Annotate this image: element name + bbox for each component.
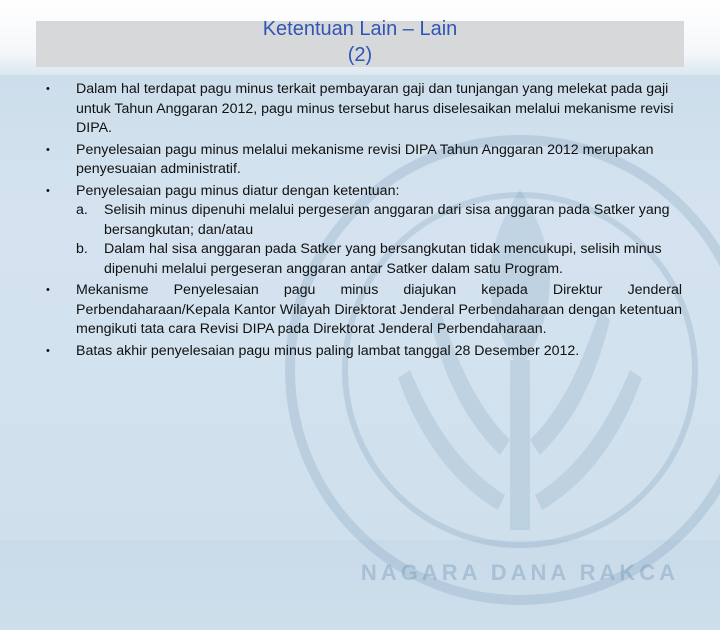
- bullet-dot: •: [46, 184, 50, 197]
- bullet-dot: •: [46, 284, 50, 296]
- watermark-text: NAGARA DANA RAKCA: [360, 560, 680, 585]
- slide-title: [36, 16, 684, 68]
- bullet-text: Penyelesaian pagu minus diatur dengan ketentuan:: [76, 182, 400, 199]
- bullet-item: [40, 342, 682, 362]
- bullet-list: [40, 80, 682, 363]
- sub-list: [76, 201, 682, 279]
- bullet-item: [40, 141, 682, 180]
- sub-item: [76, 201, 682, 240]
- bullet-text: Mekanisme Penyelesaian pagu minus diajukan kepada Direktur Jenderal Perbendaharaan/Kepala Kantor Wilayah Direktorat Jenderal Perbendaharaan dengan ketentuan mengikuti tata cara Revisi DIPA pada Direktorat Jenderal Perbendaharaan.: [76, 282, 682, 337]
- bullet-item: [40, 80, 682, 139]
- bullet-dot: •: [46, 344, 50, 357]
- sub-item-marker: a.: [76, 202, 88, 218]
- title-line-1: Ketentuan Lain – Lain: [262, 18, 458, 40]
- sub-item-marker: b.: [76, 241, 88, 257]
- bullet-text: Penyelesaian pagu minus melalui mekanisme revisi DIPA Tahun Anggaran 2012 merupakan penyesuaian administratif.: [76, 141, 654, 177]
- title-line-2: (2): [347, 44, 373, 66]
- sub-item-text: Dalam hal sisa anggaran pada Satker yang bersangkutan tidak mencukupi, selisih minus dipenuhi melalui pergeseran anggaran antar Satker dalam satu Program.: [104, 241, 662, 277]
- bullet-item: [40, 182, 682, 280]
- bullet-dot: •: [46, 143, 50, 156]
- bullet-dot: •: [46, 83, 50, 95]
- bullet-item: [40, 281, 682, 340]
- bullet-text: Dalam hal terdapat pagu minus terkait pembayaran gaji dan tunjangan yang melekat pada gaji untuk Tahun Anggaran 2012, pagu minus tersebut harus diselesaikan melalui mekanisme revisi DIPA.: [76, 81, 674, 136]
- bullet-text: Batas akhir penyelesaian pagu minus paling lambat tanggal 28 Desember 2012.: [76, 342, 580, 359]
- sub-item: [76, 240, 682, 279]
- sub-item-text: Selisih minus dipenuhi melalui pergeseran anggaran dari sisa anggaran pada Satker yang bersangkutan; dan/atau: [104, 202, 670, 238]
